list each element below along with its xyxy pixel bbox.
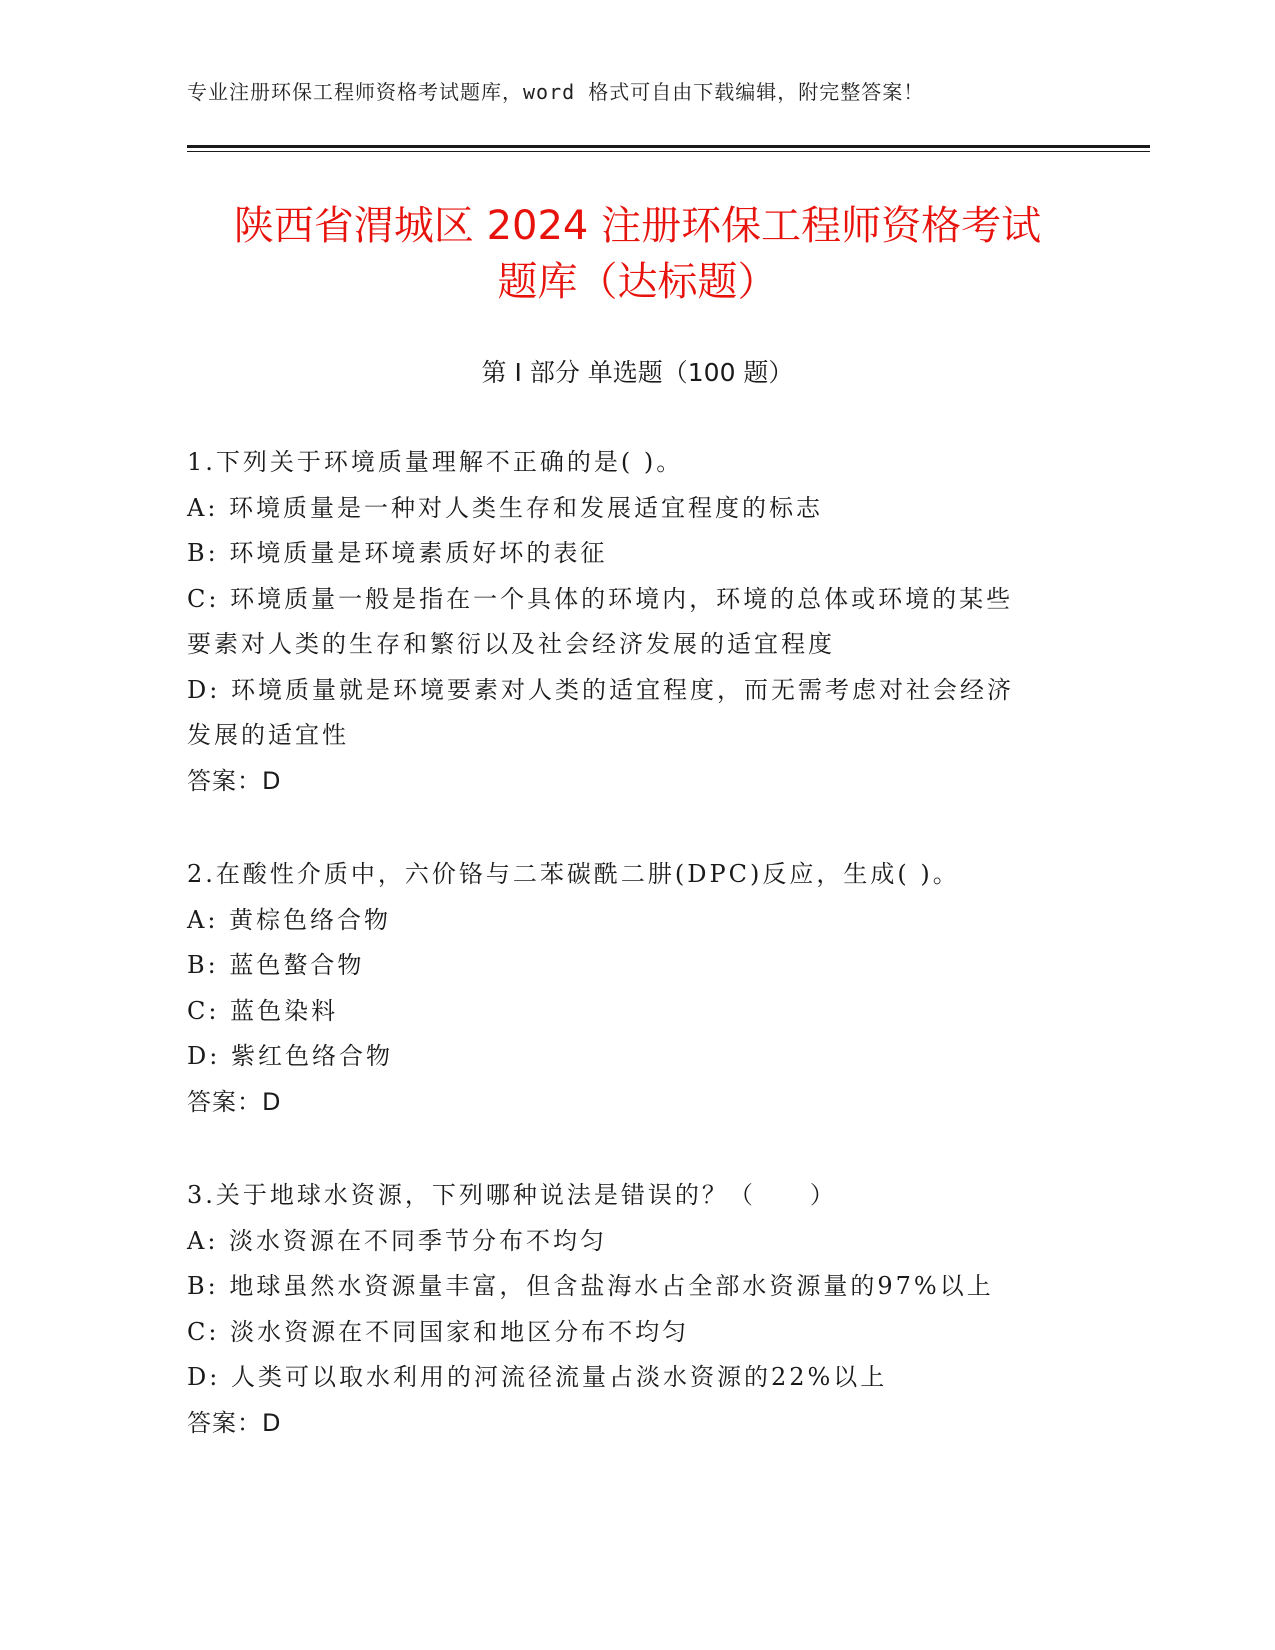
question-1: [187, 440, 1087, 804]
question-stem: 3.关于地球水资源，下列哪种说法是错误的？（ ）: [187, 1181, 837, 1209]
question-stem: 1.下列关于环境质量理解不正确的是( )。: [187, 448, 684, 476]
option-b: B: 环境质量是环境素质好坏的表征: [187, 539, 608, 567]
header-note: 专业注册环保工程师资格考试题库，word 格式可自由下载编辑，附完整答案！: [187, 80, 925, 104]
question-stem: 2.在酸性介质中，六价铬与二苯碳酰二肼(DPC)反应，生成( )。: [187, 860, 960, 888]
answer: 答案：D: [187, 766, 282, 795]
option-c: C: 环境质量一般是指在一个具体的环境内，环境的总体或环境的某些: [187, 584, 1014, 613]
option-d-continued: 发展的适宜性: [187, 721, 349, 749]
option-b: B: 地球虽然水资源量丰富，但含盐海水占全部水资源量的97%以上: [187, 1272, 994, 1300]
answer: 答案：D: [187, 1087, 282, 1116]
question-3: [187, 1173, 1087, 1446]
option-a: A: 淡水资源在不同季节分布不均匀: [187, 1226, 608, 1255]
header-divider-thin: [187, 151, 1150, 152]
option-d: D: 人类可以取水利用的河流径流量占淡水资源的22%以上: [187, 1363, 888, 1391]
document-title: [140, 198, 1135, 310]
question-list: [187, 440, 1087, 1494]
question-2: [187, 852, 1087, 1125]
option-d: D: 紫红色络合物: [187, 1042, 393, 1070]
section-heading: 第 I 部分 单选题（100 题）: [481, 358, 794, 387]
document-title-line2: 题库（达标题）: [497, 259, 778, 305]
option-d: D: 环境质量就是环境要素对人类的适宜程度，而无需考虑对社会经济: [187, 675, 1014, 704]
option-c: C: 淡水资源在不同国家和地区分布不均匀: [187, 1317, 690, 1346]
option-c: C: 蓝色染料: [187, 996, 339, 1025]
header-divider-thick: [187, 145, 1150, 148]
document-title-line1: 陕西省渭城区 2024 注册环保工程师资格考试: [233, 203, 1042, 249]
option-b: B: 蓝色螯合物: [187, 951, 365, 979]
answer: 答案：D: [187, 1408, 282, 1437]
option-a: A: 环境质量是一种对人类生存和发展适宜程度的标志: [187, 493, 824, 522]
option-a: A: 黄棕色络合物: [187, 905, 392, 934]
option-c-continued: 要素对人类的生存和繁衍以及社会经济发展的适宜程度: [187, 630, 835, 658]
